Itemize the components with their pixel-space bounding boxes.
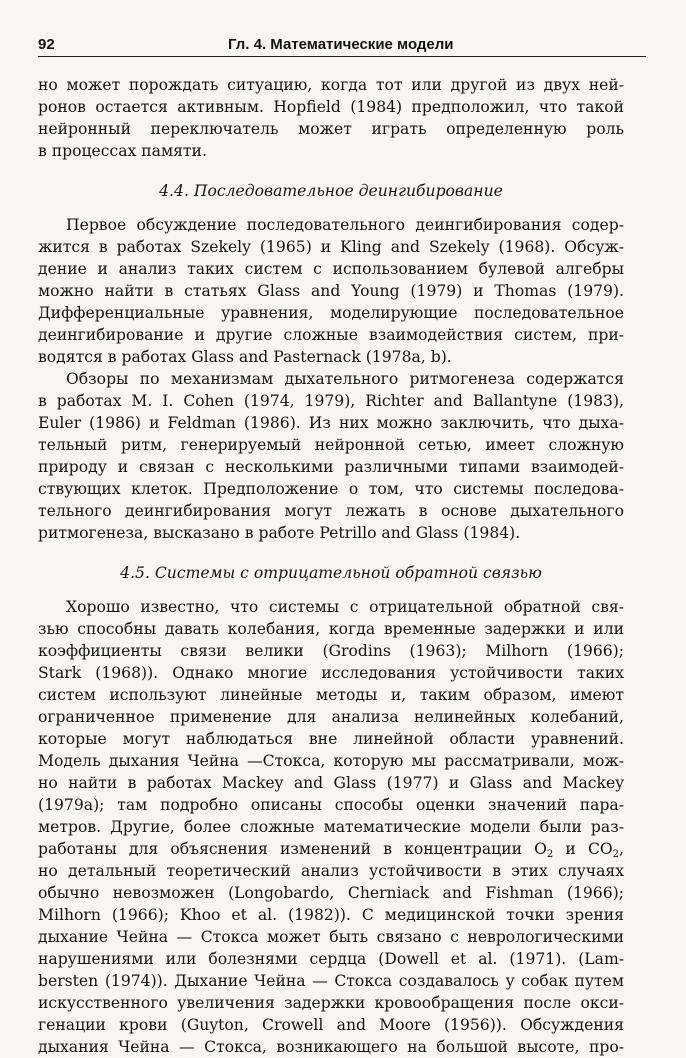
- text-line: Milhorn (1966); Khoo et al. (1982)). С медицинской точки зрения: [38, 906, 624, 924]
- text-fragment: работаны для объяснения изменений в концентрации O: [38, 840, 547, 858]
- section-4-4-paragraph-2: [38, 368, 624, 544]
- subscript: 2: [546, 849, 554, 860]
- text-line: Модель дыхания Чейна —Стокса, которую мы рассматривали, мож-: [38, 752, 624, 770]
- text-line: Дифференциальные уравнения, моделирующие последовательное: [38, 304, 624, 322]
- page-body: [38, 74, 624, 1058]
- text-line: водятся в работах Glass and Pasternack (1978a, b).: [38, 348, 452, 366]
- running-header: [38, 34, 646, 57]
- text-line: bersten (1974)). Дыхание Чейна — Стокса создавалось у собак путем: [38, 972, 624, 990]
- text-line: дыхание Чейна — Стокса может быть связано с неврологическими: [38, 928, 624, 946]
- text-line: тельного деингибирования могут лежать в основе дыхательного: [38, 502, 624, 520]
- text-line: (1979a); там подробно описаны способы оценки значений пара-: [38, 796, 624, 814]
- page-number: 92: [38, 36, 55, 53]
- text-line: Обзоры по механизмам дыхательного ритмогенеза содержатся: [66, 370, 624, 388]
- text-line: Stark (1968)). Однако многие исследования устойчивости таких: [38, 664, 624, 682]
- text-line: деингибирование и другие сложные взаимодействия систем, при-: [38, 326, 624, 344]
- subscript: 2: [612, 849, 620, 860]
- text-fragment: и CO: [553, 840, 613, 858]
- text-line: ритмогенеза, высказано в работе Petrillo and Glass (1984).: [38, 524, 521, 542]
- text-line: Первое обсуждение последовательного деингибирования содер-: [66, 216, 624, 234]
- text-line: жится в работах Szekely (1965) и Kling and Szekely (1968). Обсуж-: [38, 238, 624, 256]
- text-line: тельный ритм, генерируемый нейронной сетью, имеет сложную: [38, 436, 624, 454]
- text-line: которые могут наблюдаться вне линейной области уравнений.: [38, 730, 624, 748]
- text-line: можно найти в статьях Glass and Young (1979) и Thomas (1979).: [38, 282, 624, 300]
- text-line: дыхания Чейна — Стокса, возникающего на большой высоте, про-: [38, 1038, 624, 1056]
- text-line: природу и связан с несколькими различными типами взаимодей-: [38, 458, 624, 476]
- text-line: ронов остается активным. Hopfield (1984) предположил, что такой: [38, 98, 624, 116]
- section-4-4-paragraph-1: [38, 214, 624, 368]
- text-line: в процессах памяти.: [38, 142, 207, 160]
- intro-paragraph: [38, 74, 624, 162]
- text-line: обычно невозможен (Longobardo, Cherniack and Fishman (1966);: [38, 884, 624, 902]
- text-line: но детальный теоретический анализ устойчивости в этих случаях: [38, 862, 624, 880]
- text-line: зью способны давать колебания, когда временные задержки и или: [38, 620, 624, 638]
- text-line: в работах M. I. Cohen (1974, 1979), Richter and Ballantyne (1983),: [38, 392, 624, 410]
- section-heading-4-5: 4.5. Системы с отрицательной обратной связью: [120, 564, 542, 582]
- text-line: Хорошо известно, что системы с отрицательной обратной свя-: [66, 598, 624, 616]
- text-line: генации крови (Guyton, Crowell and Moore (1956)). Обсуждения: [38, 1016, 624, 1034]
- text-line: Euler (1986) и Feldman (1986). Из них можно заключить, что дыха-: [38, 414, 624, 432]
- section-heading-4-4: 4.4. Последовательное деингибирование: [159, 182, 503, 200]
- text-line: систем используют линейные методы и, таким образом, имеют: [38, 686, 624, 704]
- section-4-5-paragraph-1: [38, 596, 624, 1058]
- text-line-gas-concentrations: [38, 838, 624, 860]
- text-line: ограниченное применение для анализа нелинейных колебаний,: [38, 708, 624, 726]
- text-line: нарушениями или болезнями сердца (Dowell et al. (1971). (Lam-: [38, 950, 624, 968]
- text-line: коэффициенты связи велики (Grodins (1963); Milhorn (1966);: [38, 642, 624, 660]
- text-line: искусственного увеличения задержки кровообращения после окси-: [38, 994, 624, 1012]
- text-line: дение и анализ таких систем с использованием булевой алгебры: [38, 260, 624, 278]
- text-fragment: ,: [619, 840, 624, 858]
- text-line: но найти в работах Mackey and Glass (1977) и Glass and Mackey: [38, 774, 624, 792]
- chapter-title: Гл. 4. Математические модели: [228, 36, 454, 53]
- text-line: метров. Другие, более сложные математические модели были раз-: [38, 818, 624, 836]
- text-line: ствующих клеток. Предположение о том, что системы последова-: [38, 480, 624, 498]
- text-line: но может порождать ситуацию, когда тот или другой из двух ней-: [38, 76, 624, 94]
- text-line: нейронный переключатель может играть определенную роль: [38, 120, 624, 138]
